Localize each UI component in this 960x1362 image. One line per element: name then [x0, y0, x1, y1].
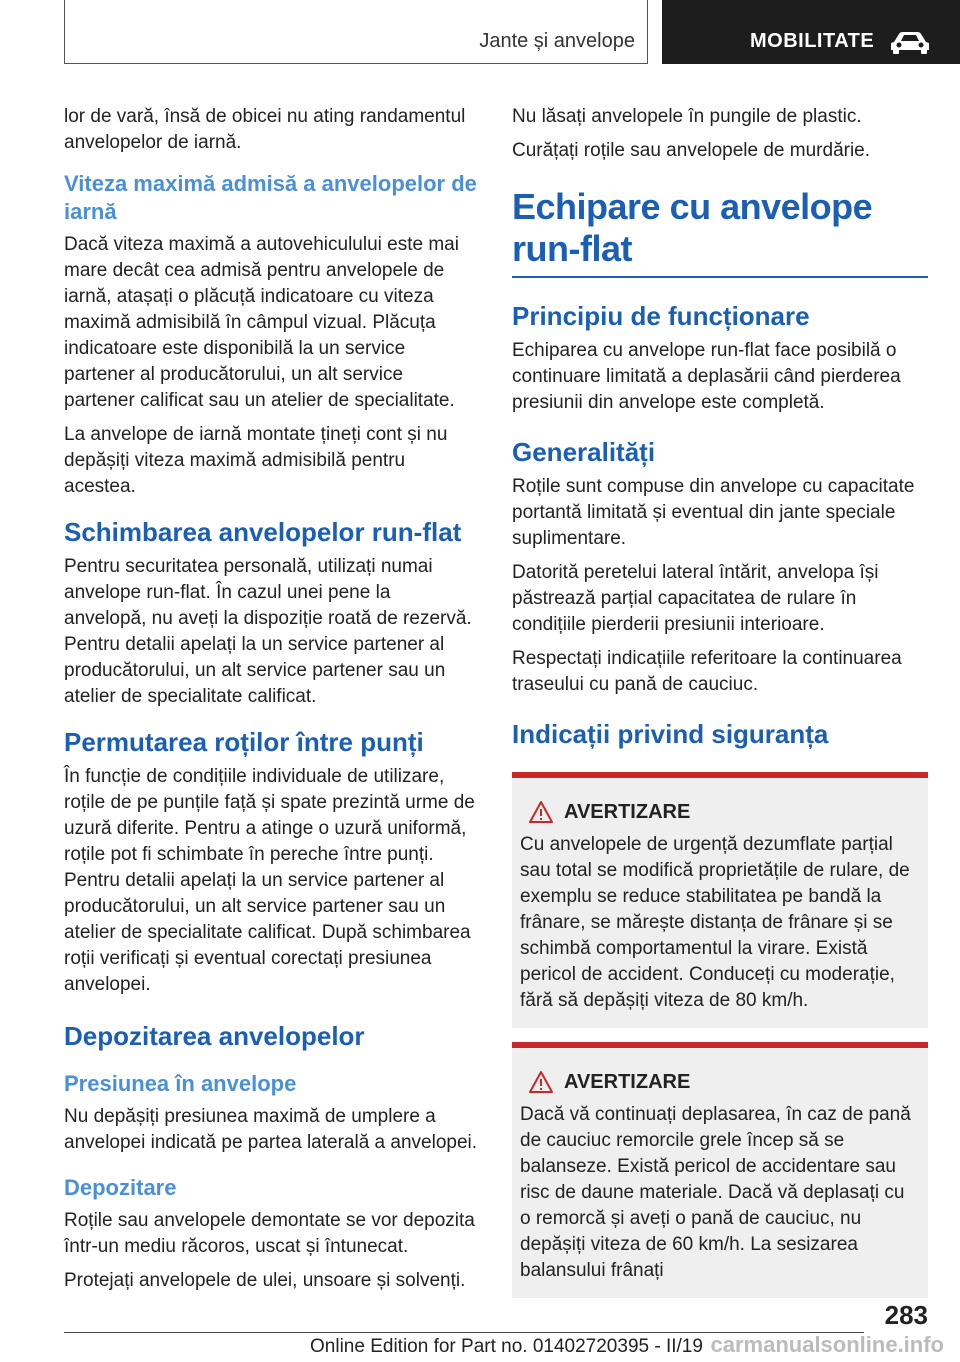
header-chapter-box [662, 0, 960, 64]
paragraph-tire-pressure: Nu depășiți presiunea maximă de umplere a anvelopei indicată pe partea laterală a anvelopei. [64, 1106, 478, 1153]
footer-edition: Online Edition for Part no. 01402720395 - II/19 [310, 1336, 703, 1357]
heading-storage: Depozitare [64, 1175, 177, 1200]
paragraph-wheel-rotation: În funcție de condițiile individuale de utilizare, roțile de pe punțile față și spate prezintă urme de uzură diferite. Pentru a atinge o uzură uniformă, roțile pot fi schimbate în pereche între punți. Pentru detalii apelați la un service partener al producătorului, un alt service partener sau un atelier de specialitate calificat. După schimbarea roții verificați și eventual corectați presiunea anvelopei. [64, 766, 475, 995]
paragraph-general-1: Roțile sunt compuse din anvelope cu capacitate portantă limitată și eventual din jante speciale suplimentare. [512, 476, 915, 549]
paragraph-winter-tires: lor de vară, însă de obicei nu ating randamentul anvelopelor de iarnă. [64, 106, 466, 153]
heading-max-speed: Viteza maximă admisă a anvelopelor de iarnă [64, 171, 477, 224]
paragraph-max-speed-2: La anvelope de iarnă montate țineți cont și nu depășiți viteza maximă admisibilă pentru acestea. [64, 424, 448, 497]
paragraph-general-3: Respectați indicațiile referitoare la continuarea traseului cu pană de cauciuc. [512, 648, 902, 695]
watermark-brand[interactable]: carmanualsonline.info [710, 1332, 944, 1357]
warning-title-row [520, 800, 920, 824]
paragraph-runflat-change: Pentru securitatea personală, utilizați numai anvelope run-flat. În cazul unei pene la anvelopă, nu aveți la dispoziție roată de rezervă. Pentru detalii apelați la un service partener al producătorului, un alt service partener sau un atelier de specialitate calificat. [64, 556, 472, 707]
heading-tire-pressure: Presiunea în anvelope [64, 1071, 297, 1096]
warning-text-2: Dacă vă continuați deplasarea, în caz de pană de cauciuc remorcile grele încep să se balanseze. Există pericol de accidentare sau risc de daune materiale. Dacă vă deplasați cu o remorcă și aveți o pană de cauciuc, nu depășiți viteza de 60 km/h. La sesizarea balansului frânați [520, 1104, 911, 1281]
heading-wheel-rotation: Permutarea roților între punți [64, 727, 424, 757]
header-section-box [64, 0, 648, 64]
paragraph-storage-1: Roțile sau anvelopele demontate se vor depozita într-un mediu răcoros, uscat și întunecat. [64, 1210, 475, 1257]
warning-triangle-icon [528, 1070, 554, 1094]
paragraph-plastic-bags: Nu lăsați anvelopele în pungile de plastic. [512, 106, 862, 127]
paragraph-general-2: Datorită peretelui lateral întărit, anvelopa își păstrează parțial capacitatea de rulare în condițiile pierderii presiunii interioare. [512, 562, 879, 635]
warning-box-2 [512, 1042, 928, 1298]
paragraph-clean-tires: Curățați roțile sau anvelopele de murdărie. [512, 140, 871, 161]
heading-safety-notes: Indicații privind siguranța [512, 719, 829, 749]
right-column [512, 104, 928, 1308]
left-column [64, 104, 478, 1302]
warning-title: AVERTIZARE [564, 1070, 691, 1093]
paragraph-operating-principle: Echiparea cu anvelope run-flat face posibilă o continuare limitată a deplasării când pierderea presiunii din anvelope este completă. [512, 340, 901, 413]
warning-box-1 [512, 772, 928, 1028]
paragraph-max-speed-1: Dacă viteza maximă a autovehiculului este mai mare decât cea admisă pentru anvelopele de iarnă, atașați o plăcuță indicatoare cu viteza maximă admisibilă în câmpul vizual. Plăcuța indicatoare este disponibilă la un service partener al producătorului, un alt service partener calificat sau un atelier de specialitate. [64, 234, 459, 411]
heading-tire-storage: Depozitarea anvelopelor [64, 1021, 365, 1051]
heading-operating-principle: Principiu de funcționare [512, 301, 810, 331]
header-section-title: Jante și anvelope [479, 30, 635, 52]
header-chapter-title: MOBILITATE [750, 30, 875, 52]
paragraph-storage-2: Protejați anvelopele de ulei, unsoare și solvenți. [64, 1270, 466, 1291]
warning-text-1: Cu anvelopele de urgență dezumflate parțial sau total se modifică proprietățile de rulare, de exemplu se reduce stabilitatea pe bandă la frânare, se mărește distanța de frânare și se schimbă comportamentul la virare. Există pericol de accident. Conduceți cu moderație, fără să depășiți viteza de 80 km/h. [520, 834, 910, 1011]
warning-triangle-icon [528, 800, 554, 824]
heading-runflat-equipment: Echipare cu anvelope run-flat [512, 186, 928, 278]
warning-title-row [520, 1070, 920, 1094]
car-icon [888, 30, 932, 54]
heading-runflat-change: Schimbarea anvelopelor run-flat [64, 517, 462, 547]
page-number: 283 [884, 1300, 928, 1330]
heading-general: Generalități [512, 437, 656, 467]
warning-title: AVERTIZARE [564, 800, 691, 823]
